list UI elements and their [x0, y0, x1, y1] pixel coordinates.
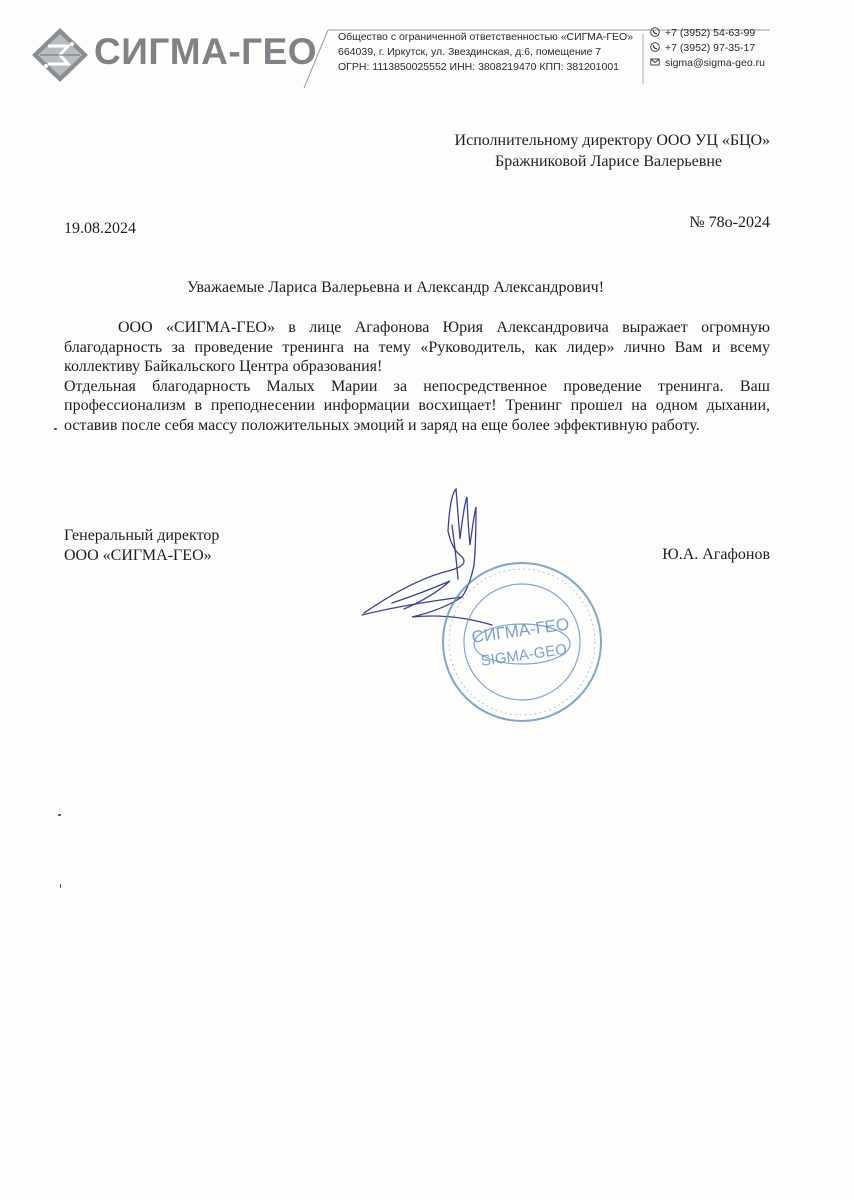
scan-speck	[58, 814, 61, 816]
contact-phone-2: +7 (3952) 97-35-17	[650, 42, 755, 54]
company-registration: ОГРН: 1113850025552 ИНН: 3808219470 КПП: 381201001	[338, 61, 620, 73]
signer-company: ООО «СИГМА-ГЕО»	[64, 546, 212, 564]
signer-name: Ю.А. Агафонов	[662, 546, 770, 563]
email-icon	[650, 57, 660, 67]
scan-speck	[60, 884, 61, 888]
phone-icon	[650, 42, 660, 52]
letter-date: 19.08.2024	[64, 220, 136, 237]
recipient-position: Исполнительному директору ООО УЦ «БЦО»	[454, 132, 770, 149]
company-address: 664039, г. Иркутск, ул. Звездинская, д.6, помещение 7	[338, 46, 602, 58]
signer-title	[64, 526, 219, 565]
contact-email: sigma@sigma-geo.ru	[650, 57, 765, 69]
sigma-diamond-icon	[32, 28, 88, 82]
brand-name: СИГМА-ГЕО	[94, 31, 318, 72]
body-paragraph-2: Отдельная благодарность Малых Марии за непосредственное проведение тренинга. Ваш профессионализм в преподнесении информации восхищает! Тренинг прошел на одном дыхании, оставив после себя массу положительных эмоций и заряд на еще более эффективную работу.	[64, 377, 770, 434]
letter-number: № 78о-2024	[689, 214, 770, 231]
signer-position: Генеральный директор	[64, 527, 220, 544]
body-paragraph-1: ООО «СИГМА-ГЕО» в лице Агафонова Юрия Александровича выражает огромную благодарность за проведение тренинга на тему «Руководитель, как лидер» лично Вам и всему коллективу Байкальского Центра образования!	[64, 319, 770, 376]
greeting: Уважаемые Лариса Валерьевна и Александр Александрович!	[187, 279, 605, 296]
recipient-block	[455, 130, 770, 172]
stamp-name-ru: СИГМА-ГЕО	[470, 614, 571, 647]
company-legal-name: Общество с ограниченной ответственностью «СИГМА-ГЕО»	[338, 31, 634, 43]
letter-body	[64, 318, 770, 436]
recipient-name: Бражниковой Ларисе Валерьевне	[495, 153, 722, 170]
contact-phone-1: +7 (3952) 54-63-99	[650, 27, 755, 39]
scan-speck	[54, 428, 57, 430]
stamp-name-en: SIGMA-GEO	[479, 640, 568, 670]
phone-icon	[650, 27, 660, 37]
company-stamp	[440, 560, 605, 725]
